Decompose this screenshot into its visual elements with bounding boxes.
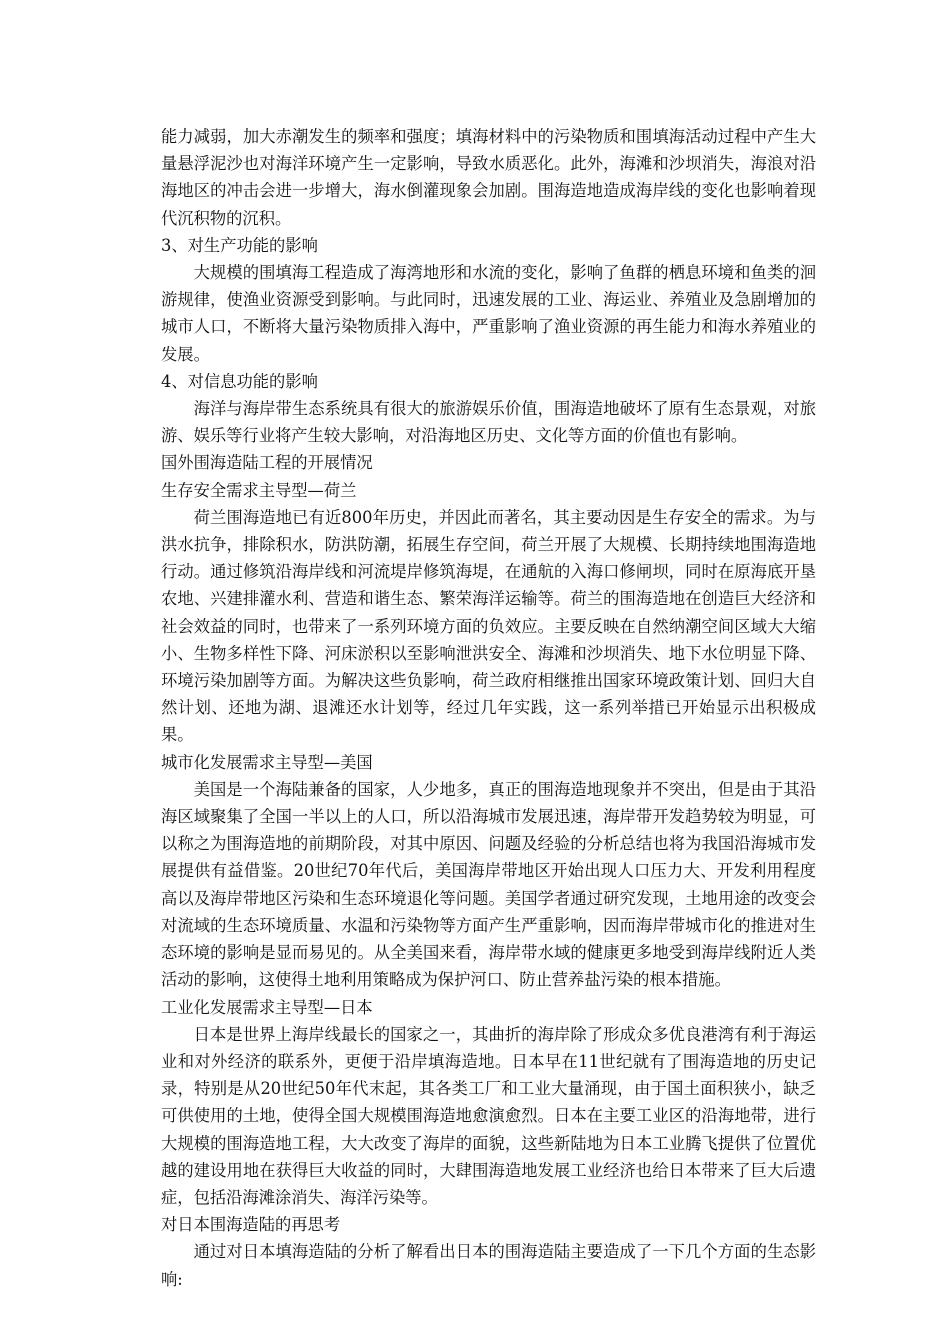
paragraph-algal-bloom-impact: 能力减弱，加大赤潮发生的频率和强度；填海材料中的污染物质和围填海活动过程中产生大量悬浮泥沙也对海洋环境产生一定影响，导致水质恶化。此外，海滩和沙坝消失，海浪对沿海地区的冲击会进一步增大，海水倒灌现象会加剧。围海造地造成海岸线的变化也影响着现代沉积物的沉积。 [161, 127, 816, 228]
paragraph-netherlands: 荷兰围海造地已有近800年历史，并因此而著名，其主要动因是生存安全的需求。为与洪水抗争，排除积水，防洪防潮，拓展生存空间，荷兰开展了大规模、长期持续地围海造地行动。通过修筑沿海岸线和河流堤岸修筑海堤，在通航的入海口修闸坝，同时在原海底开垦农地、兴建排灌水利、营造和谐生态、繁荣海洋运输等。荷兰的围海造地在创造巨大经济和社会效益的同时，也带来了一系列环境方面的负效应。主要反映在自然纳潮空间区域大大缩小、生物多样性下降、河床淤积以至影响泄洪安全、海滩和沙坝消失、地下水位明显下降、环境污染加剧等方面。为解决这些负影响，荷兰政府相继推出国家环境政策计划、回归大自然计划、还地为湖、退滩还水计划等，经过几年实践，这一系列举措已开始显示出积极成果。 [161, 507, 816, 745]
paragraph-japan-rethink: 通过对日本填海造陆的分析了解看出日本的围海造陆主要造成了一下几个方面的生态影响: [161, 1242, 816, 1289]
paragraph-usa: 美国是一个海陆兼备的国家，人少地多，真正的围海造地现象并不突出，但是由于其沿海区域聚集了全国一半以上的人口，所以沿海城市发展迅速，海岸带开发趋势较为明显，可以称之为围海造地的前期阶段，对其中原因、问题及经验的分析总结也将为我国沿海城市发展提供有益借鉴。20世纪70年代后，美国海岸带地区开始出现人口压力大、开发利用程度高以及海岸带地区污染和生态环境退化等问题。美国学者通过研究发现，土地用途的改变会对流域的生态环境质量、水温和污染物等方面产生严重影响，因而海岸带城市化的推进对生态环境的影响是显而易见的。从全美国来看，海岸带水域的健康更多地受到海岸线附近人类活动的影响，这使得土地利用策略成为保护河口、防止营养盐污染的根本措施。 [161, 779, 816, 990]
heading-foreign-reclamation: 国外围海造陆工程的开展情况 [161, 453, 373, 473]
heading-japan-rethink: 对日本围海造陆的再思考 [161, 1215, 341, 1235]
heading-production-function: 3、对生产功能的影响 [161, 235, 318, 255]
document-body [161, 123, 816, 1293]
paragraph-fishery-impact: 大规模的围填海工程造成了海湾地形和水流的变化，影响了鱼群的栖息环境和鱼类的洄游规律，使渔业资源受到影响。与此同时，迅速发展的工业、海运业、养殖业及急剧增加的城市人口，不断将大量污染物质排入海中，严重影响了渔业资源的再生能力和海水养殖业的发展。 [161, 263, 816, 364]
heading-information-function: 4、对信息功能的影响 [161, 371, 318, 391]
heading-japan: 工业化发展需求主导型—日本 [161, 997, 373, 1017]
paragraph-japan: 日本是世界上海岸线最长的国家之一，其曲折的海岸除了形成众多优良港湾有利于海运业和对外经济的联系外，更便于沿岸填海造地。日本早在11世纪就有了围海造地的历史记录，特别是从20世纪50年代末起，其各类工厂和工业大量涌现，由于国土面积狭小，缺乏可供使用的土地，使得全国大规模围海造地愈演愈烈。日本在主要工业区的沿海地带，进行大规模的围海造地工程，大大改变了海岸的面貌，这些新陆地为日本工业腾飞提供了位置优越的建设用地在获得巨大收益的同时，大肆围海造地发展工业经济也给日本带来了巨大后遗症，包括沿海滩涂消失、海洋污染等。 [161, 1024, 816, 1207]
heading-netherlands: 生存安全需求主导型—荷兰 [161, 480, 357, 500]
paragraph-tourism-impact: 海洋与海岸带生态系统具有很大的旅游娱乐价值，围海造地破坏了原有生态景观，对旅游、娱乐等行业将产生较大影响，对沿海地区历史、文化等方面的价值也有影响。 [161, 399, 816, 446]
heading-usa: 城市化发展需求主导型—美国 [161, 752, 373, 772]
